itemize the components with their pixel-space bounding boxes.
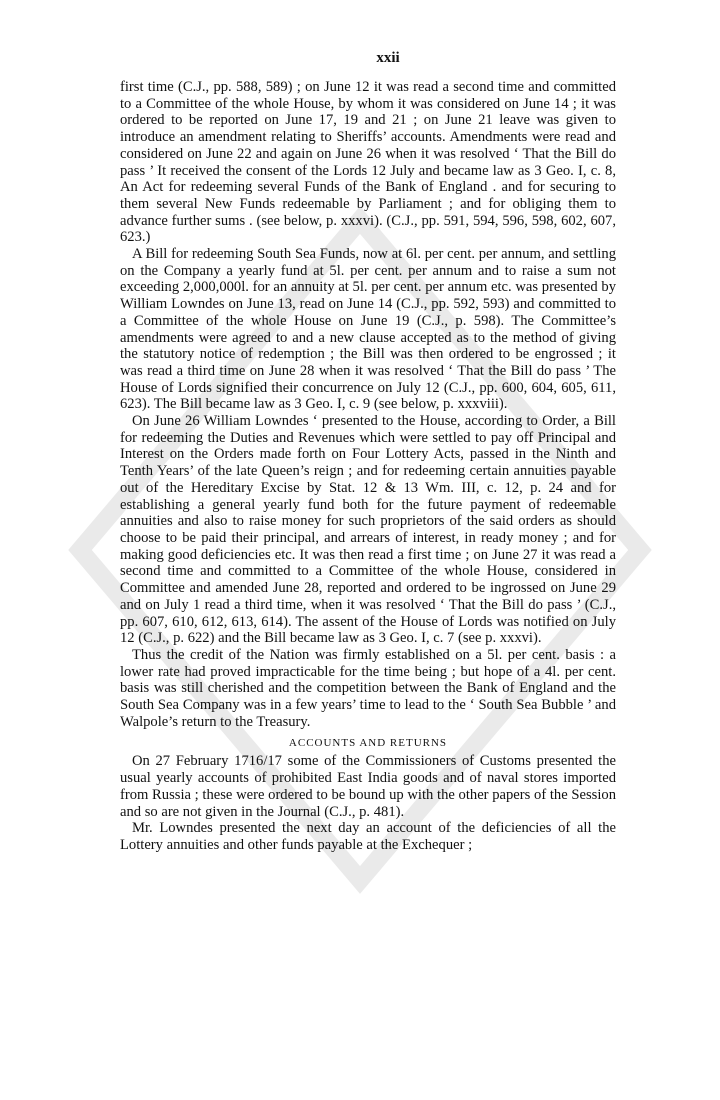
paragraph-2: A Bill for redeeming South Sea Funds, now at 6l. per cent. per annum, and settling on the Company a yearly fund at 5l. per cent. per annum and to raise a sum not exceeding 2,000,000l. for an annuity at 5l. per cent. per annum etc. was presented by William Lowndes on June 13, read on June 14 (C.J., pp. 592, 593) and committed to a Committee of the whole House on June 19 (C.J., p. 598). The Committee’s amendments were agreed to and a new clause accepted as to the method of giving the statutory notice of redemption ; the Bill was then ordered to be engrossed ; it was read a third time on June 28 when it was resolved ‘ That the Bill do pass ’ The House of Lords signified their concurrence on July 12 (C.J., pp. 600, 604, 605, 611, 623). The Bill became law as 3 Geo. I, c. 9 (see below, p. xxxviii). <box>120 246 616 413</box>
paragraph-6: Mr. Lowndes presented the next day an account of the deficiencies of all the Lottery annuities and other funds payable at the Exchequer ; <box>120 820 616 853</box>
paragraph-5: On 27 February 1716/17 some of the Commissioners of Customs presented the usual yearly accounts of prohibited East India goods and of naval stores imported from Russia ; these were ordered to be bound up with the other papers of the Session and so are not given in the Journal (C.J., p. 481). <box>120 753 616 820</box>
paragraph-4: Thus the credit of the Nation was firmly established on a 5l. per cent. basis : a lower rate had proved impracticable for the time being ; but hope of a 4l. per cent. basis was still cherished and the competition between the Bank of England and the South Sea Company was in a few years’ time to lead to the ‘ South Sea Bubble ’ and Walpole’s return to the Treasury. <box>120 646 616 730</box>
paragraph-3: On June 26 William Lowndes ‘ presented to the House, according to Order, a Bill for redeeming the Duties and Revenues which were settled to pay off Principal and Interest on the Orders made forth on Four Lottery Acts, passed in the Ninth and Tenth Years’ of the late Queen’s reign ; and for redeeming certain annuities payable out of the Hereditary Excise by Stat. 12 & 13 Wm. III, c. 12, p. 24 and for establishing a general yearly fund both for the future payment of redeemable annuities and also to raise money for such proprietors of the said orders as should choose to be paid their principal, and arrears of interest, in ready money ; and for making good deficiencies etc. It was then read a first time ; on June 27 it was read a second time and committed to a Committee of the whole House, considered in Committee and amended June 28, reported and ordered to be ingrossed on June 29 and on July 1 read a third time, when it was resolved ‘ That the Bill do pass ’ (C.J., pp. 607, 610, 612, 613, 614). The assent of the House of Lords was notified on July 12 (C.J., p. 622) and the Bill became law as 3 Geo. I, c. 7 (see p. xxxvi). <box>120 413 616 647</box>
page-number: xxii <box>376 50 400 66</box>
section-heading: ACCOUNTS AND RETURNS <box>288 737 448 750</box>
paragraph-1: first time (C.J., pp. 588, 589) ; on June 12 it was read a second time and committed to a Committee of the whole House, by whom it was considered on June 14 ; it was ordered to be reported on June 17, 19 and 21 ; on June 21 leave was given to introduce an amendment relating to Sheriffs’ accounts. Amendments were read and considered on June 22 and again on June 26 when it was resolved ‘ That the Bill do pass ’ It received the consent of the Lords 12 July and became law as 3 Geo. I, c. 8, An Act for redeeming several Funds of the Bank of England . and for securing to them several New Funds redeemable by Parliament ; and for obliging them to advance further sums . (see below, p. xxxvi). (C.J., pp. 591, 594, 596, 598, 602, 607, 623.) <box>120 79 616 246</box>
document-page <box>120 50 616 854</box>
